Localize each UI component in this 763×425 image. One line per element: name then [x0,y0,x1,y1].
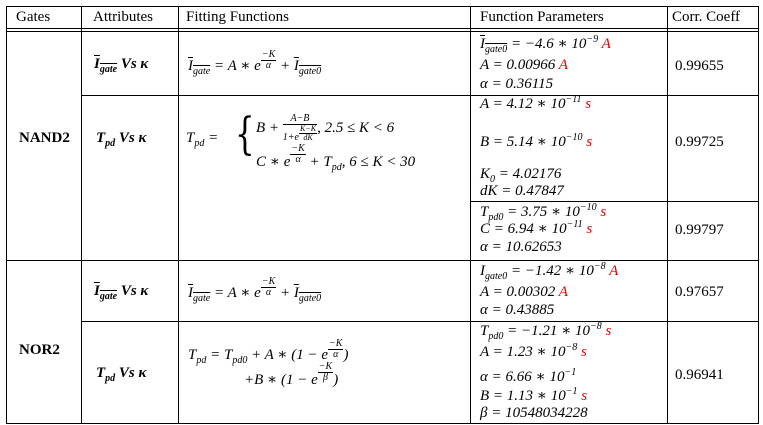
results-table [6,6,759,424]
column-divider [178,6,179,424]
attr-tpd-nand2: $T_{pd}$ Vs κ [96,130,147,149]
param-a-tpd-nor2: A = 1.23 ∗ $10^{-8}$ s [480,342,587,360]
param-k0-tpd-nand2: $K_0 = 4.02176$ [480,166,562,185]
header-gates: Gates [16,9,51,25]
param-tpd0-nand2: $T_{pd0} = 3.75$ ∗ $10^{-10}$ s [480,202,607,223]
fit-fn-igate-nand2: $I_{gate} = A$ ∗ e $^{\frac{-K}{\alpha}}$ + $I_{gate0}$ [188,49,322,77]
param-tpd0-nor2: $T_{pd0} = -1.21$ ∗ $10^{-8}$ s [480,321,612,342]
row-divider [81,321,759,322]
table-border-right [758,6,759,424]
param-alpha-nor2: α = 0.43885 [480,302,555,318]
corr-tpd-nor2: 0.96941 [675,367,724,383]
param-b-tpd-nand2: B = 5.14 ∗ $10^{-10}$ s [480,132,593,150]
fit-fn-tpd-nand2-case1: B + A−B 1+e $^{\frac{K-K}{dK}}$ , 2.5 ≤ K < 6 [256,113,395,144]
piecewise-brace: { [235,109,255,160]
header-divider [6,28,759,29]
param-beta-tpd-nor2: β = 10548034228 [480,405,588,421]
param-b-tpd-nor2: B = 1.13 ∗ $10^{-1}$ s [480,386,588,404]
param-a-tpd-nand2: A = 4.12 ∗ $10^{-11}$ s [480,94,592,112]
fit-fn-tpd-nand2-lhs: $T_{pd}$ = [186,130,219,149]
column-divider [667,6,668,424]
table-border-top [6,6,759,7]
corr-tpd2-nand2: 0.99797 [675,222,724,238]
corr-tpd1-nand2: 0.99725 [675,134,724,150]
param-dk-tpd-nand2: dK = 0.47847 [480,183,564,199]
header-fitting-functions: Fitting Functions [186,9,289,25]
header-function-parameters: Function Parameters [480,9,604,25]
attr-igate-nor2: $\overline{I}_{gate}$ Vs κ [94,283,149,302]
table-border-bottom [6,423,759,424]
row-divider [81,95,759,96]
fit-fn-igate-nor2: $I_{gate} = A$ ∗ e $^{\frac{-K}{\alpha}}$ + $I_{gate0}$ [188,276,322,304]
param-c-tpd-nand2: C = 6.94 ∗ $10^{-11}$ s [480,219,593,237]
header-attributes: Attributes [93,9,153,25]
corr-igate-nor2: 0.97657 [675,284,724,300]
gate-nor2: NOR2 [19,342,60,358]
param-alpha-nand2: α = 0.36115 [480,76,554,92]
column-divider [470,6,471,424]
corr-igate-nand2: 0.99655 [675,58,724,74]
table-border-left [6,6,7,424]
param-igate0-nor2: $I_{gate0} = -1.42$ ∗ $10^{-8}$ A [480,261,619,282]
fit-fn-tpd-nor2-line1: $T_{pd} = T_{pd0} + A$ ∗ (1 − e $^{\frac{-K}{\alpha}}$ ) [188,338,349,366]
fit-fn-tpd-nand2-case2: C ∗ e $^{\frac{-K}{\alpha}}$ + $T_{pd}$, 6 ≤ K < 30 [256,143,416,173]
gate-divider [6,260,759,261]
param-a-nand2: A = 0.00966 A [480,57,568,73]
attr-igate-nand2: $\overline{I}_{gate}$ Vs κ [94,56,149,75]
param-a-nor2: A = 0.00302 A [480,284,568,300]
row-divider [470,201,759,202]
header-corr-coeff: Corr. Coeff [672,9,741,25]
gate-nand2: NAND2 [19,130,70,146]
attr-tpd-nor2: $T_{pd}$ Vs κ [96,365,147,384]
header-divider [6,31,759,32]
param-alpha-tpd-nand2: α = 10.62653 [480,239,562,255]
column-divider [81,6,82,424]
param-igate0-nand2: $I_{gate0} = -4.6$ ∗ $10^{-9}$ A [480,34,611,55]
param-alpha-tpd-nor2: α = 6.66 ∗ $10^{-1}$ [480,367,577,385]
fit-fn-tpd-nor2-line2: +B ∗ (1 − e $^{\frac{-K}{\beta}}$ ) [244,361,339,388]
